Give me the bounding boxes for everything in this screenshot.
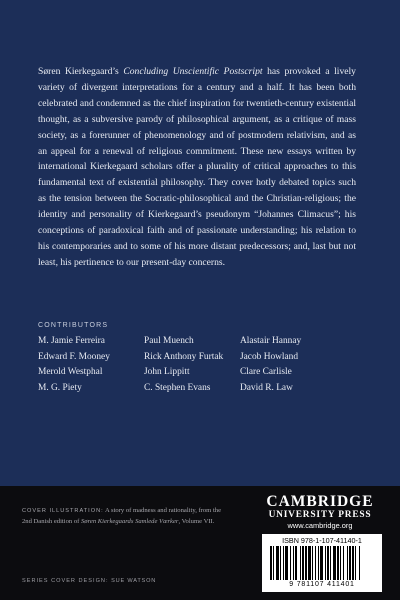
contributor-name: C. Stephen Evans xyxy=(144,382,211,393)
barcode-bar xyxy=(355,546,356,580)
description-body: has provoked a lively variety of divergent interpretations for a century and a half. It has been both celebrated and condemned as the chief inspiration for twentieth-century existential thought, as a subversive parody of philosophical argument, as a critique of mass society, as a forerunner of phenomenology and of postmodern relativism, and as an appeal for a renewal of religious commitment. These new essays written by international Kierkegaard scholars offer a plurality of critical approaches to this fundamental text of existential philosophy. They cover hotly debated topics such as the tension between the Socratic-philosophical and the Christian-religious; the identity and personality of Kierkegaard’s pseudonym “Johannes Climacus”; his conceptions of paradoxical faith and of passionate understanding; his relation to his contemporaries and to some of his more distant predecessors; and, last but not least, his pertinence to our present-day concerns. xyxy=(38,66,356,268)
barcode-bar xyxy=(290,546,291,580)
publisher-url: www.cambridge.org xyxy=(287,521,353,530)
book-title-italic: Concluding Unscientific Postscript xyxy=(123,66,263,77)
contributor-name: David R. Law xyxy=(240,382,293,393)
barcode-bar xyxy=(352,546,354,580)
barcode-bar xyxy=(330,546,331,580)
contributor-name: Edward F. Mooney xyxy=(38,351,110,362)
barcode-bar xyxy=(285,546,288,580)
publisher-subtitle: UNIVERSITY PRESS xyxy=(268,510,372,520)
contributor-name: Alastair Hannay xyxy=(240,336,302,346)
cover-illustration-text: A story of madness and rationality, from the 2nd Danish edition of xyxy=(22,507,222,525)
barcode-bar xyxy=(340,546,341,580)
cover-illustration-credit xyxy=(22,506,232,526)
series-design-label: SERIES COVER DESIGN: xyxy=(22,578,109,584)
contributor-name: M. G. Piety xyxy=(38,382,82,393)
barcode-bar xyxy=(270,546,272,580)
barcode-digits: 9 781107 411401 xyxy=(289,581,355,588)
barcode-bar xyxy=(333,546,336,580)
barcode-bar xyxy=(343,546,344,580)
contributors-column-3 xyxy=(240,334,301,396)
contributor-name: Paul Muench xyxy=(144,336,194,346)
barcode-bar xyxy=(359,546,360,580)
barcode-bar xyxy=(315,546,316,580)
cover-illustration-label: COVER ILLUSTRATION: xyxy=(22,508,104,514)
series-designer-name: SUE WATSON xyxy=(111,578,157,584)
barcode-bar xyxy=(295,546,297,580)
barcode-bar xyxy=(302,546,304,580)
barcode-bar xyxy=(312,546,313,580)
barcode-icon xyxy=(268,546,376,580)
barcode-bar xyxy=(300,546,301,580)
contributor-name: John Lippitt xyxy=(144,367,190,377)
description-intro: Søren Kierkegaard’s xyxy=(38,66,124,77)
contributor-name: Merold Westphal xyxy=(38,367,103,377)
contributor-name: Jacob Howland xyxy=(240,351,299,362)
barcode-bar xyxy=(293,546,294,580)
cover-illustration-volume: , Volume VII. xyxy=(178,517,215,525)
footer-band xyxy=(0,486,400,600)
series-design-credit xyxy=(22,578,156,584)
publisher-name: CAMBRIDGE xyxy=(266,493,374,510)
cover-illustration-source: Søren Kierkegaards Samlede Værker xyxy=(80,517,179,525)
barcode-bar xyxy=(347,546,348,580)
barcode-bar xyxy=(276,546,279,580)
contributor-name: M. Jamie Ferreira xyxy=(38,336,105,346)
publisher-logo xyxy=(258,494,382,531)
barcode-bar xyxy=(327,546,329,580)
contributors-column-2 xyxy=(144,334,223,396)
contributor-name: Rick Anthony Furtak xyxy=(144,351,224,362)
contributors-column-1 xyxy=(38,334,110,396)
barcode-bar xyxy=(283,546,284,580)
book-description xyxy=(38,64,356,271)
barcode-bar xyxy=(325,546,326,580)
barcode-bar xyxy=(320,546,323,580)
isbn-label: ISBN 978-1-107-41140-1 xyxy=(282,536,362,545)
barcode-bar xyxy=(280,546,281,580)
contributors-heading: CONTRIBUTORS xyxy=(38,322,109,329)
barcode-bar xyxy=(305,546,307,580)
barcode-bar xyxy=(273,546,274,580)
isbn-barcode-box xyxy=(262,534,382,592)
barcode-bar xyxy=(308,546,311,580)
barcode-bar xyxy=(349,546,351,580)
contributor-name: Clare Carlisle xyxy=(240,367,292,377)
barcode-bar xyxy=(318,546,319,580)
barcode-bar xyxy=(337,546,339,580)
